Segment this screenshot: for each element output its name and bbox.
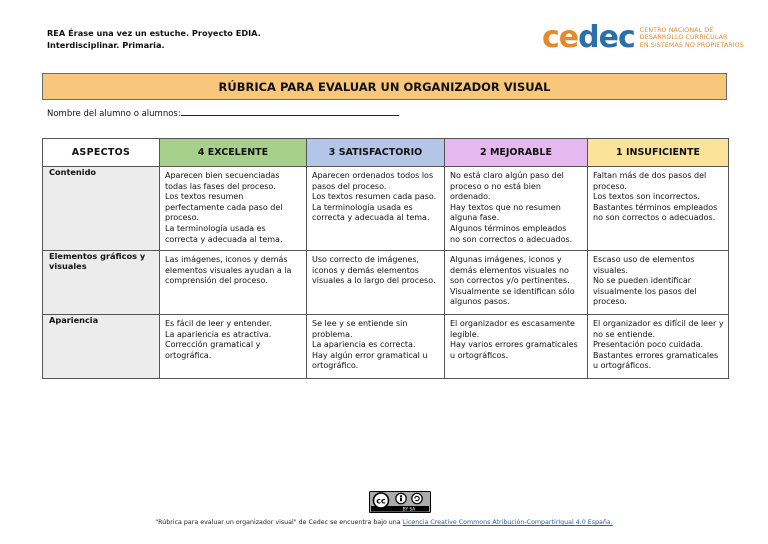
header-line: REA Érase una vez un estuche. Proyecto EDIA. (47, 28, 261, 38)
cell-text-line: Hay textos que no resumen (450, 202, 561, 212)
table-cell (445, 251, 588, 315)
cell-text-line: La terminología usada es (312, 202, 413, 212)
cell-text-line: ortográfico. (312, 361, 359, 371)
logo-subtitle (640, 27, 744, 50)
cell-text-line: Visualmente se identifican sólo (450, 286, 575, 296)
cell-text-line: iconos y demás elementos (312, 265, 419, 275)
cell-text-line: Aparecen ordenados todos los (312, 171, 434, 180)
logo-word-part1: ce (542, 20, 579, 55)
table-header-row (43, 139, 729, 167)
cell-text-line: Se lee y se entiende sin (312, 319, 408, 328)
cell-text-line: Escaso uso de elementos (593, 255, 695, 264)
header-aspectos: ASPECTOS (43, 139, 160, 167)
table-cell (445, 315, 588, 379)
cell-text-line: proceso o no está bien (450, 181, 541, 191)
cell-text-line: El organizador es escasamente (450, 319, 575, 328)
license-text: "Rúbrica para evaluar un organizador visual" de Cedec se encuentra bajo una (155, 519, 403, 526)
logo-wordmark (542, 22, 635, 54)
cell-text-line: legible. (450, 329, 480, 339)
logo-sub-line: DESARROLLO CURRICULAR (639, 34, 728, 42)
table-row (43, 167, 729, 251)
cell-text-line: La terminología usada es (165, 223, 266, 233)
cell-text-line: algunos pasos. (450, 297, 510, 307)
cell-text-line: El organizador es difícil de leer y (593, 319, 724, 328)
table-cell (445, 167, 588, 251)
cell-text-line: elementos visuales ayudan a la (165, 265, 292, 275)
table-cell (307, 167, 445, 251)
cell-text-line: Hay algún error gramatical u (312, 350, 428, 360)
table-cell (160, 315, 307, 379)
cell-text-line: demás elementos visuales no (450, 265, 569, 275)
table-cell (588, 167, 729, 251)
cedec-logo (542, 22, 744, 54)
cell-text-line: ortográfica. (165, 350, 212, 360)
cell-text-line: son correctos y/o pertinentes. (450, 276, 570, 286)
cell-text-line: u ortográficos. (593, 361, 652, 371)
cell-text-line: Es fácil de leer y entender. (165, 319, 272, 328)
cell-text-line: no se entiende. (593, 329, 656, 339)
table-cell (307, 315, 445, 379)
cell-text-line: todas las fases del proceso. (165, 181, 276, 191)
student-name-label: Nombre del alumno o alumnos: (47, 109, 181, 119)
creative-commons-by-sa-icon[interactable] (369, 491, 431, 513)
table-cell (160, 251, 307, 315)
student-name-line[interactable] (181, 108, 399, 116)
cell-text-line: visualmente los pasos del (593, 286, 697, 296)
cell-text-line: u ortográficos. (450, 350, 509, 360)
cell-text-line: Los textos resumen (165, 192, 244, 202)
aspect-label: Apariencia (43, 315, 160, 379)
cell-text-line: No está claro algún paso del (450, 171, 564, 180)
cell-text-line: ordenado. (450, 192, 491, 202)
cell-text-line: No se pueden identificar (593, 276, 692, 286)
cell-text-line: alguna fase. (450, 213, 500, 223)
cell-text-line: Algunos términos empleados (450, 223, 567, 233)
cell-text-line: Bastantes errores gramaticales (593, 350, 719, 360)
header-insuficiente: 1 INSUFICIENTE (588, 139, 729, 167)
svg-text:cc: cc (376, 496, 386, 506)
cell-text-line: correcta y adecuada al tema. (165, 234, 283, 244)
header-line: Interdisciplinar. Primaria. (47, 40, 165, 50)
document-header (47, 27, 261, 51)
cell-text-line: visuales. (593, 265, 628, 275)
cell-text-line: La apariencia es correcta. (312, 340, 416, 350)
cell-text-line: pasos del proceso. (312, 181, 387, 191)
cell-text-line: correcta y adecuada al tema. (312, 213, 430, 223)
cell-text-line: proceso. (165, 213, 199, 223)
table-cell (588, 251, 729, 315)
header-excelente: 4 EXCELENTE (160, 139, 307, 167)
cell-text-line: comprensión del proceso. (165, 276, 268, 286)
cell-text-line: no son correctos o adecuados. (593, 213, 716, 223)
logo-sub-line: EN SISTEMAS NO PROPIETARIOS (639, 41, 744, 49)
cell-text-line: Los textos son incorrectos. (593, 192, 700, 202)
cell-text-line: Corrección gramatical y (165, 340, 261, 350)
table-row (43, 251, 729, 315)
logo-sub-line: CENTRO NACIONAL DE (639, 26, 714, 34)
table-cell (588, 315, 729, 379)
header-mejorable: 2 MEJORABLE (445, 139, 588, 167)
cell-text-line: visuales a lo largo del proceso. (312, 276, 436, 286)
cell-text-line: Los textos resumen cada paso. (312, 192, 437, 202)
cell-text-line: Uso correcto de imágenes, (312, 255, 420, 264)
cell-text-line: Aparecen bien secuenciadas (165, 171, 280, 180)
cell-text-line: proceso. (593, 297, 627, 307)
cell-text-line: Algunas imágenes, iconos y (450, 255, 562, 264)
cell-text-line: Hay varios errores gramaticales (450, 340, 578, 350)
license-badge-label: BY SA (402, 507, 416, 513)
cell-text-line: Presentación poco cuidada. (593, 340, 704, 350)
license-link[interactable]: Licencia Creative Commons Atribución-CompartirIgual 4.0 España. (402, 519, 613, 526)
header-satisfactorio: 3 SATISFACTORIO (307, 139, 445, 167)
cell-text-line: problema. (312, 329, 353, 339)
cell-text-line: no son correctos o adecuados. (450, 234, 573, 244)
aspect-label: Contenido (43, 167, 160, 251)
rubric-title: RÚBRICA PARA EVALUAR UN ORGANIZADOR VISUAL (42, 73, 727, 100)
aspect-label: Elementos gráficos y visuales (43, 251, 160, 315)
rubric-table (42, 138, 729, 379)
cell-text-line: Bastantes términos empleados (593, 202, 718, 212)
cell-text-line: Las imágenes, iconos y demás (165, 255, 288, 264)
table-cell (307, 251, 445, 315)
license-notice (0, 519, 768, 526)
table-row (43, 315, 729, 379)
table-cell (160, 167, 307, 251)
cell-text-line: Faltan más de dos pasos del (593, 171, 707, 180)
logo-word-part2: dec (578, 20, 635, 55)
cell-text-line: perfectamente cada paso del (165, 202, 283, 212)
cell-text-line: proceso. (593, 181, 627, 191)
cell-text-line: La apariencia es atractiva. (165, 329, 272, 339)
student-name-field[interactable] (47, 108, 399, 119)
